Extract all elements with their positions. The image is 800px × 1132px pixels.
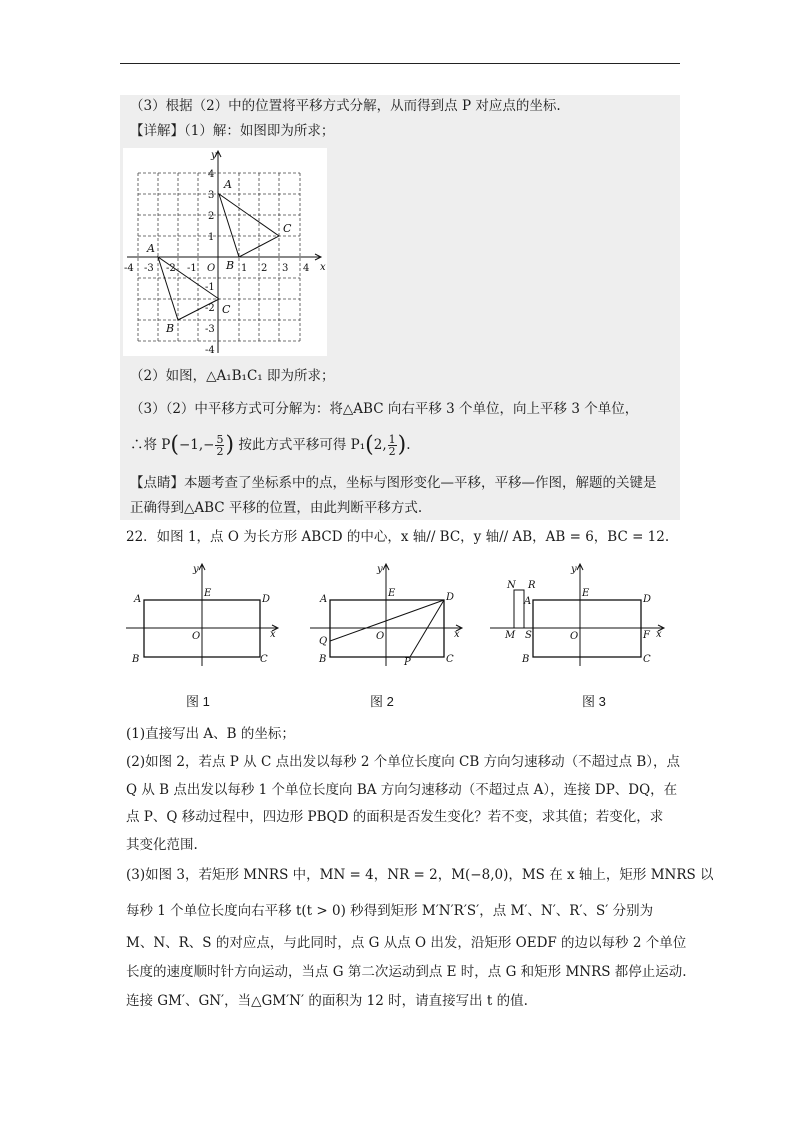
grid-x-tick: -3 [144, 263, 154, 274]
fig3-x-label: x [656, 629, 662, 640]
fig3-label-e: E [582, 588, 590, 599]
figure-3-caption: 图 3 [582, 694, 606, 709]
fig3-label-r: R [528, 580, 536, 591]
conclusion-middle: 按此方式平移可得 P₁ [238, 437, 366, 453]
fig3-label-s: S [525, 630, 532, 641]
fig2-label-c: C [446, 654, 454, 665]
fig3-label-b: B [522, 654, 530, 665]
grid-x-tick: 1 [241, 263, 248, 274]
point-p1-y-num: 1 [388, 433, 396, 446]
part-2-line1: (2)如图 2，若点 P 从 C 点出发以每秒 2 个单位长度向 CB 方向匀速移动（不超过点 B），点 [126, 754, 681, 770]
grid-x-axis-label: x [320, 262, 326, 273]
fig1-x-label: x [270, 629, 276, 640]
point-p-x: −1 [178, 437, 199, 453]
fig2-label-q: Q [319, 636, 328, 647]
figure-3 [490, 558, 670, 672]
fig2-x-label: x [454, 629, 460, 640]
figure-2 [310, 558, 470, 672]
solution-conclusion: ∴将 P(−1,− $\frac{5}{2}$ ) 按此方式平移可得 P₁(2, $\frac{1}{2}$ ). [130, 432, 411, 458]
conclusion-prefix: ∴将 P [130, 437, 171, 453]
grid-x-tick: -2 [166, 263, 176, 274]
part-2-line2: Q 从 B 点出发以每秒 1 个单位长度向 BA 方向匀速移动（不超过点 A），连接 DP、DQ，在 [126, 782, 678, 798]
fig2-label-a: A [320, 594, 328, 605]
fig1-y-label: y [193, 564, 199, 575]
fig3-label-f: F [643, 630, 650, 641]
figure-2-caption: 图 2 [370, 694, 394, 709]
grid-label-a: A [147, 242, 155, 255]
fig2-y-label: y [377, 564, 383, 575]
grid-y-tick: -1 [205, 282, 215, 293]
grid-y-axis-label: y [211, 150, 217, 161]
fig2-label-p: P [404, 657, 411, 668]
fig1-label-c: C [260, 654, 268, 665]
fig1-label-d: D [262, 594, 271, 605]
part-1: (1)直接写出 A、B 的坐标； [126, 726, 295, 742]
part-2-line3: 点 P、Q 移动过程中，四边形 PBQD 的面积是否发生变化？若不变，求其值；若变化，求 [126, 809, 664, 825]
part-2-line4: 其变化范围. [126, 837, 198, 853]
grid-y-tick: -2 [205, 303, 215, 314]
fig1-label-e: E [204, 588, 212, 599]
fig3-label-a: A [524, 596, 532, 607]
comment-line1: 【点睛】本题考查了坐标系中的点，坐标与图形变化—平移，平移—作图，解题的关键是 [130, 475, 657, 491]
fig3-label-n: N [507, 580, 516, 591]
coordinate-grid-figure [123, 148, 327, 356]
point-p-y-den: 2 [216, 445, 224, 458]
part-3-line5: 连接 GM′、GN′，当△GM′N′ 的面积为 12 时，请直接写出 t 的值. [126, 993, 528, 1009]
grid-x-tick: -1 [187, 263, 197, 274]
grid-x-tick: -4 [124, 263, 134, 274]
grid-y-tick: 3 [208, 190, 215, 201]
triangle-a1b1c1 [219, 194, 279, 257]
fig2-label-d: D [446, 592, 455, 603]
grid-x-tick: 4 [303, 263, 310, 274]
grid-y-tick: 2 [208, 211, 215, 222]
fig1-label-a: A [134, 594, 142, 605]
fig1-label-b: B [132, 654, 140, 665]
fig3-y-label: y [571, 564, 577, 575]
grid-label-b1: B [226, 259, 235, 272]
fig2-label-e: E [388, 588, 396, 599]
grid-y-tick: -4 [205, 345, 215, 356]
fig3-label-o: O [570, 631, 579, 642]
question-22-stem: 22．如图 1，点 O 为长方形 ABCD 的中心，x 轴// BC，y 轴// AB，AB = 6，BC = 12. [126, 529, 670, 545]
figure-1-caption: 图 1 [186, 694, 210, 709]
grid-y-tick: 4 [208, 169, 215, 180]
fig2-label-o: O [376, 631, 385, 642]
part-3-line3: M、N、R、S 的对应点，与此同时，点 G 从点 O 出发，沿矩形 OEDF 的边以每秒 2 个单位 [126, 935, 687, 951]
grid-label-c1: C [283, 222, 292, 235]
point-p1-y-den: 2 [388, 445, 396, 458]
part-3-line2: 每秒 1 个单位长度向右平移 t(t > 0) 秒得到矩形 M′N′R′S′，点 M′、N′、R′、S′ 分别为 [126, 903, 654, 919]
comment-line2: 正确得到△ABC 平移的位置，由此判断平移方式. [130, 500, 423, 516]
solution-step3-hint: （3）根据（2）中的位置将平移方式分解，从而得到点 P 对应点的坐标. [130, 98, 561, 114]
grid-y-tick: -3 [205, 324, 215, 335]
solution-step2: （2）如图，△A₁B₁C₁ 即为所求； [130, 368, 335, 384]
conclusion-period: . [406, 437, 411, 453]
part-3-line1: (3)如图 3，若矩形 MNRS 中，MN = 4，NR = 2，M(−8,0)，MS 在 x 轴上，矩形 MNRS 以 [126, 867, 714, 883]
grid-x-tick: 3 [282, 263, 289, 274]
fig3-label-m: M [505, 630, 516, 641]
point-p-y-num: 5 [216, 433, 224, 446]
part-3-line4: 长度的速度顺时针方向运动，当点 G 第二次运动到点 E 时，点 G 和矩形 MNRS 都停止运动. [126, 964, 687, 980]
grid-y-tick: 1 [208, 232, 215, 243]
point-p1-y-fraction [388, 434, 397, 457]
solution-step3: （3）（2）中平移方式可分解为：将△ABC 向右平移 3 个单位，向上平移 3 个单位， [130, 401, 639, 417]
top-rule [120, 63, 680, 64]
point-p-y-sign: − [203, 437, 215, 453]
point-p1-x: 2 [373, 437, 383, 453]
detail-heading: 【详解】（1）解：如图即为所求； [130, 123, 335, 139]
grid-x-tick: 2 [261, 263, 268, 274]
fig3-label-c: C [643, 654, 651, 665]
point-p-y-fraction [215, 434, 224, 457]
grid-origin-label: O [207, 263, 216, 274]
fig1-label-o: O [192, 631, 201, 642]
fig2-label-b: B [319, 654, 327, 665]
grid-label-b: B [166, 322, 175, 335]
grid-label-a1: A [224, 178, 232, 191]
fig3-label-d: D [643, 594, 652, 605]
grid-label-c: C [222, 303, 231, 316]
figure-1 [126, 558, 286, 672]
